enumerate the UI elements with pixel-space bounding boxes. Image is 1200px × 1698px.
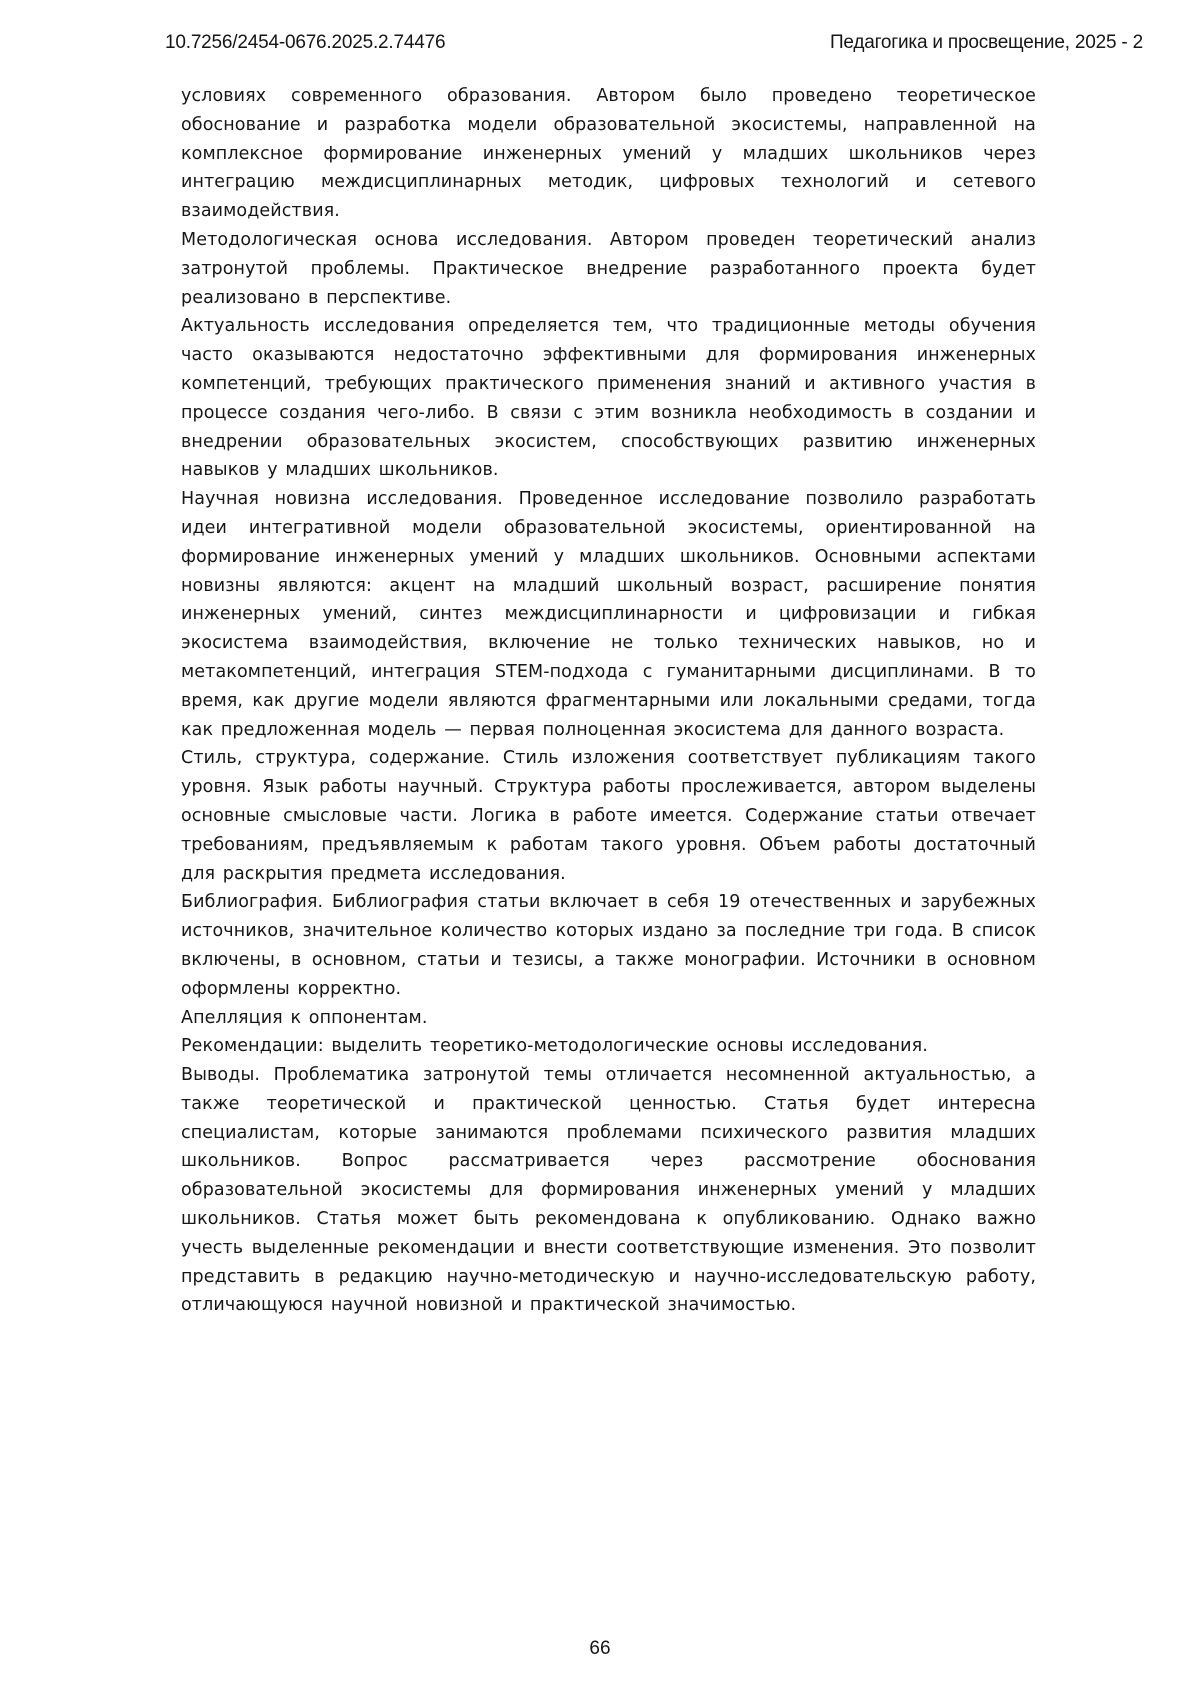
journal-title: Педагогика и просвещение, 2025 - 2 — [829, 32, 1143, 53]
page-footer — [0, 1638, 1200, 1660]
page-header — [165, 32, 1143, 54]
body-paragraph: Библиография. Библиография статьи включает в себя 19 отечественных и зарубежных источников, значительное количество которых издано за последние три года. В список включены, в основном, статьи и тезисы, а также монографии. Источники в основном оформлены корректно. — [181, 892, 1036, 999]
body-paragraph: Стиль, структура, содержание. Стиль изложения соответствует публикациям такого уровня. Язык работы научный. Структура работы прослеживается, автором выделены основные смысловые части. Логика в работе имеется. Содержание статьи отвечает требованиям, предъявляемым к работам такого уровня. Объем работы достаточный для раскрытия предмета исследования. — [181, 748, 1036, 884]
body-paragraph: Научная новизна исследования. Проведенное исследование позволило разработать идеи интегративной модели образовательной экосистемы, ориентированной на формирование инженерных умений у младших школьников. Основными аспектами новизны являются: акцент на младший школьный возраст, расширение понятия инженерных умений, синтез междисциплинарности и цифровизации и гибкая экосистема взаимодействия, включение не только технических навыков, но и метакомпетенций, интеграция STEM-подхода с гуманитарными дисциплинами. В то время, как другие модели являются фрагментарными или локальными средами, тогда как предложенная модель — первая полноценная экосистема для данного возраста. — [181, 489, 1036, 740]
body-paragraph: Апелляция к оппонентам. — [181, 1007, 428, 1028]
page-number: 66 — [589, 1638, 611, 1659]
body-paragraph: Методологическая основа исследования. Автором проведен теоретический анализ затронутой проблемы. Практическое внедрение разработанного проекта будет реализовано в перспективе. — [181, 229, 1036, 308]
doi-text: 10.7256/2454-0676.2025.2.74476 — [165, 32, 446, 53]
body-paragraph: условиях современного образования. Автором было проведено теоретическое обоснование и разработка модели образовательной экосистемы, направленной на комплексное формирование инженерных умений у младших школьников через интеграцию междисциплинарных методик, цифровых технологий и сетевого взаимодействия. — [181, 86, 1036, 222]
body-paragraph: Актуальность исследования определяется тем, что традиционные методы обучения часто оказываются недостаточно эффективными для формирования инженерных компетенций, требующих практического применения знаний и активного участия в процессе создания чего-либо. В связи с этим возникла необходимость в создании и внедрении образовательных экосистем, способствующих развитию инженерных навыков у младших школьников. — [181, 316, 1036, 481]
review-text — [181, 82, 1036, 1320]
body-paragraph: Выводы. Проблематика затронутой темы отличается несомненной актуальностью, а также теоретической и практической ценностью. Статья будет интересна специалистам, которые занимаются проблемами психического развития младших школьников. Вопрос рассматривается через рассмотрение обоснования образовательной экосистемы для формирования инженерных умений у младших школьников. Статья может быть рекомендована к опубликованию. Однако важно учесть выделенные рекомендации и внести соответствующие изменения. Это позволит представить в редакцию научно-методическую и научно-исследовательскую работу, отличающуюся научной новизной и практической значимостью. — [181, 1065, 1036, 1316]
body-paragraph: Рекомендации: выделить теоретико-методологические основы исследования. — [181, 1036, 928, 1057]
